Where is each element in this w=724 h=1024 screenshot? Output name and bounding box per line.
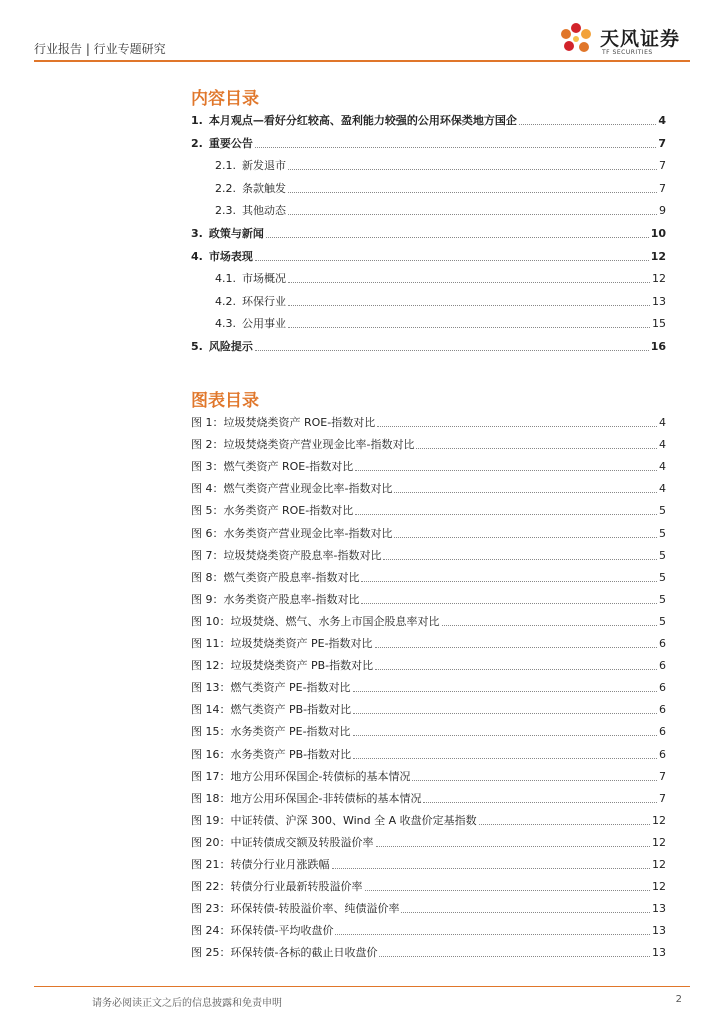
figure-entry[interactable] bbox=[191, 547, 666, 563]
figure-entry-page: 12 bbox=[652, 813, 666, 827]
report-category: 行业报告 | 行业专题研究 bbox=[34, 42, 166, 56]
toc-entry[interactable] bbox=[191, 248, 666, 264]
dot-leader bbox=[394, 492, 657, 493]
toc-entry-page: 13 bbox=[652, 294, 666, 308]
dot-leader bbox=[288, 169, 657, 170]
toc-entry[interactable] bbox=[191, 270, 666, 286]
figure-entry-label: 图 2：垃圾焚烧类资产营业现金比率-指数对比 bbox=[191, 438, 415, 452]
figure-entry[interactable] bbox=[191, 591, 666, 607]
toc-entry-label: 风险提示 bbox=[208, 340, 253, 353]
dot-leader bbox=[288, 327, 650, 328]
toc-title: 内容目录 bbox=[191, 89, 259, 109]
toc-entry-label: 环保行业 bbox=[242, 294, 286, 308]
figure-entry-label: 图 16：水务类资产 PB-指数对比 bbox=[191, 747, 352, 761]
toc-entry-number: 4.3. bbox=[215, 317, 236, 331]
toc-entry-label: 市场表现 bbox=[208, 249, 253, 263]
figure-entry-page: 4 bbox=[659, 482, 666, 496]
figure-entry[interactable] bbox=[191, 458, 666, 474]
toc-entry-page: 12 bbox=[652, 272, 666, 286]
toc-entry-page: 4 bbox=[658, 114, 666, 127]
figure-entry-label: 图 1：垃圾焚烧类资产 ROE-指数对比 bbox=[191, 416, 376, 429]
figure-entry-label: 图 21：转债分行业月涨跌幅 bbox=[191, 858, 330, 871]
toc-entry[interactable] bbox=[191, 338, 666, 354]
dot-leader bbox=[255, 147, 657, 148]
dot-leader bbox=[375, 669, 657, 670]
figure-entry-label: 图 24：环保转债-平均收盘价 bbox=[191, 924, 334, 938]
toc-entry-page: 16 bbox=[650, 340, 666, 353]
dot-leader bbox=[416, 448, 657, 449]
dot-leader bbox=[335, 934, 650, 935]
figure-entry-label: 图 10：垃圾焚烧、燃气、水务上市国企股息率对比 bbox=[191, 614, 440, 628]
dot-leader bbox=[361, 581, 657, 582]
toc-entry[interactable] bbox=[191, 225, 666, 241]
figure-entry-label: 图 6：水务类资产营业现金比率-指数对比 bbox=[191, 526, 393, 540]
figure-entry[interactable] bbox=[191, 502, 666, 518]
figure-entry-page: 13 bbox=[652, 924, 666, 938]
figure-entry-page: 5 bbox=[659, 592, 666, 606]
figure-entry[interactable] bbox=[191, 635, 666, 651]
dot-leader bbox=[412, 780, 657, 781]
dot-leader bbox=[255, 260, 649, 261]
figure-entry[interactable] bbox=[191, 657, 666, 673]
figure-entry-page: 7 bbox=[659, 791, 666, 805]
dot-leader bbox=[423, 802, 657, 803]
figure-entry[interactable] bbox=[191, 812, 666, 828]
figure-entry[interactable] bbox=[191, 900, 666, 916]
toc-entry-number: 2. bbox=[191, 136, 203, 150]
figure-entry[interactable] bbox=[191, 613, 666, 629]
dot-leader bbox=[355, 514, 657, 515]
figure-entry-page: 12 bbox=[652, 858, 666, 871]
toc-entry-number: 3. bbox=[191, 227, 203, 240]
figure-entry-page: 6 bbox=[659, 747, 666, 761]
page-number: 2 bbox=[675, 994, 682, 1005]
figure-entry-label: 图 4：燃气类资产营业现金比率-指数对比 bbox=[191, 482, 393, 496]
dot-leader bbox=[353, 691, 657, 692]
figure-entry-label: 图 13：燃气类资产 PE-指数对比 bbox=[191, 681, 351, 695]
page-header bbox=[34, 0, 690, 62]
dot-leader bbox=[288, 192, 657, 193]
figure-entry-page: 6 bbox=[659, 637, 666, 650]
dot-leader bbox=[353, 758, 657, 759]
toc-entry-number: 2.2. bbox=[215, 181, 236, 195]
figure-entry-label: 图 14：燃气类资产 PB-指数对比 bbox=[191, 703, 352, 717]
dot-leader bbox=[361, 603, 657, 604]
figure-entry-page: 4 bbox=[659, 460, 666, 474]
toc-entry[interactable] bbox=[191, 202, 666, 218]
toc-entry-page: 10 bbox=[650, 227, 666, 240]
toc-entry-label: 其他动态 bbox=[242, 204, 286, 218]
figures-title: 图表目录 bbox=[191, 391, 259, 411]
logo-text-en: TF SECURITIES bbox=[602, 49, 653, 56]
dot-leader bbox=[377, 426, 657, 427]
figure-entry[interactable] bbox=[191, 790, 666, 806]
toc-entry-number: 4.1. bbox=[215, 272, 236, 286]
figure-entry-page: 6 bbox=[659, 725, 666, 739]
logo-text-cn: 天风证券 bbox=[600, 28, 681, 50]
toc-entry[interactable] bbox=[191, 112, 666, 128]
dot-leader bbox=[365, 890, 651, 891]
figure-entry-page: 5 bbox=[659, 526, 666, 540]
figure-entry-page: 4 bbox=[659, 416, 666, 429]
figure-entry-label: 图 15：水务类资产 PE-指数对比 bbox=[191, 725, 351, 739]
figure-entry-page: 5 bbox=[659, 548, 666, 562]
dot-leader bbox=[288, 214, 657, 215]
dot-leader bbox=[442, 625, 658, 626]
figure-entry-label: 图 8：燃气类资产股息率-指数对比 bbox=[191, 570, 360, 584]
dot-leader bbox=[288, 305, 650, 306]
toc-entry-label: 重要公告 bbox=[208, 136, 253, 150]
figure-entry[interactable] bbox=[191, 701, 666, 717]
toc-entry[interactable] bbox=[191, 157, 666, 173]
dot-leader bbox=[255, 350, 649, 351]
dot-leader bbox=[375, 647, 657, 648]
figure-entry-label: 图 19：中证转债、沪深 300、Wind 全 A 收盘价定基指数 bbox=[191, 813, 477, 827]
toc-entry-number: 2.3. bbox=[215, 204, 236, 218]
figure-entry-page: 12 bbox=[652, 880, 666, 894]
figure-entry[interactable] bbox=[191, 746, 666, 762]
dot-leader bbox=[479, 824, 650, 825]
toc-entry-page: 7 bbox=[659, 181, 666, 195]
figure-entry-label: 图 7：垃圾焚烧类资产股息率-指数对比 bbox=[191, 548, 382, 562]
figure-entry-page: 13 bbox=[652, 902, 666, 916]
toc-entry-label: 政策与新闻 bbox=[208, 227, 264, 240]
figure-entry-label: 图 22：转债分行业最新转股溢价率 bbox=[191, 880, 363, 894]
toc-entry-number: 4.2. bbox=[215, 294, 236, 308]
flower-logo-icon bbox=[558, 22, 598, 58]
toc-entry[interactable] bbox=[191, 180, 666, 196]
figure-entry-page: 5 bbox=[659, 570, 666, 584]
figure-entry-label: 图 5：水务类资产 ROE-指数对比 bbox=[191, 504, 354, 518]
toc-entry[interactable] bbox=[191, 135, 666, 151]
figure-entry[interactable] bbox=[191, 922, 666, 938]
figure-entry[interactable] bbox=[191, 480, 666, 496]
figure-entry-label: 图 23：环保转债-转股溢价率、纯债溢价率 bbox=[191, 902, 400, 916]
figure-entry[interactable] bbox=[191, 679, 666, 695]
brand-logo bbox=[558, 22, 688, 58]
toc-entry-label: 公用事业 bbox=[242, 317, 286, 331]
toc-entry-number: 2.1. bbox=[215, 159, 236, 173]
toc-entry-label: 新发退市 bbox=[242, 159, 286, 173]
figure-entry[interactable] bbox=[191, 414, 666, 430]
figure-entry-label: 图 11：垃圾焚烧类资产 PE-指数对比 bbox=[191, 637, 373, 650]
figure-entry-page: 4 bbox=[659, 438, 666, 452]
figure-entry[interactable] bbox=[191, 834, 666, 850]
figure-entry[interactable] bbox=[191, 768, 666, 784]
figure-entry-page: 5 bbox=[659, 504, 666, 518]
figure-entry-page: 12 bbox=[652, 835, 666, 849]
dot-leader bbox=[394, 537, 657, 538]
figure-entry-page: 7 bbox=[659, 769, 666, 783]
figure-entry[interactable] bbox=[191, 436, 666, 452]
figure-entry-label: 图 18：地方公用环保国企-非转债标的基本情况 bbox=[191, 791, 422, 805]
header-divider bbox=[34, 60, 690, 62]
figure-entry[interactable] bbox=[191, 723, 666, 739]
toc-entry-label: 条款触发 bbox=[242, 181, 286, 195]
figure-entry[interactable] bbox=[191, 878, 666, 894]
dot-leader bbox=[519, 124, 657, 125]
figure-entry-page: 6 bbox=[659, 659, 666, 673]
figure-entry-page: 5 bbox=[659, 614, 666, 628]
figure-entry-label: 图 12：垃圾焚烧类资产 PB-指数对比 bbox=[191, 659, 374, 673]
toc-entry-label: 市场概况 bbox=[242, 272, 286, 286]
toc-entry-label: 本月观点—看好分红较高、盈利能力较强的公用环保类地方国企 bbox=[208, 114, 517, 127]
toc-entry-page: 15 bbox=[652, 317, 666, 331]
dot-leader bbox=[379, 956, 650, 957]
figure-entry[interactable] bbox=[191, 569, 666, 585]
figure-entry-page: 13 bbox=[652, 946, 666, 960]
figure-entry-label: 图 9：水务类资产股息率-指数对比 bbox=[191, 592, 360, 606]
dot-leader bbox=[383, 559, 657, 560]
toc-entry-number: 5. bbox=[191, 340, 203, 353]
dot-leader bbox=[332, 868, 651, 869]
figure-entry[interactable] bbox=[191, 856, 666, 872]
toc-entry-number: 4. bbox=[191, 249, 203, 263]
toc-entry-page: 7 bbox=[659, 159, 666, 173]
figure-entry-label: 图 3：燃气类资产 ROE-指数对比 bbox=[191, 460, 354, 474]
toc-entry-number: 1. bbox=[191, 114, 203, 127]
dot-leader bbox=[266, 237, 649, 238]
figure-entry-label: 图 25：环保转债-各标的截止日收盘价 bbox=[191, 946, 378, 960]
footer-divider bbox=[34, 986, 690, 987]
figure-entry[interactable] bbox=[191, 944, 666, 960]
toc-entry-page: 7 bbox=[658, 136, 666, 150]
dot-leader bbox=[401, 912, 650, 913]
dot-leader bbox=[376, 846, 651, 847]
dot-leader bbox=[288, 282, 650, 283]
dot-leader bbox=[353, 713, 657, 714]
figure-entry-page: 6 bbox=[659, 703, 666, 717]
toc-entry-page: 9 bbox=[659, 204, 666, 218]
toc-entry-page: 12 bbox=[650, 249, 666, 263]
figure-entry-label: 图 20：中证转债成交额及转股溢价率 bbox=[191, 835, 374, 849]
footer-disclaimer: 请务必阅读正文之后的信息披露和免责申明 bbox=[92, 998, 282, 1009]
figure-entry[interactable] bbox=[191, 525, 666, 541]
toc-entry[interactable] bbox=[191, 315, 666, 331]
figure-entry-page: 6 bbox=[659, 681, 666, 695]
toc-entry[interactable] bbox=[191, 293, 666, 309]
figure-entry-label: 图 17：地方公用环保国企-转债标的基本情况 bbox=[191, 769, 411, 783]
dot-leader bbox=[355, 470, 657, 471]
dot-leader bbox=[353, 735, 657, 736]
